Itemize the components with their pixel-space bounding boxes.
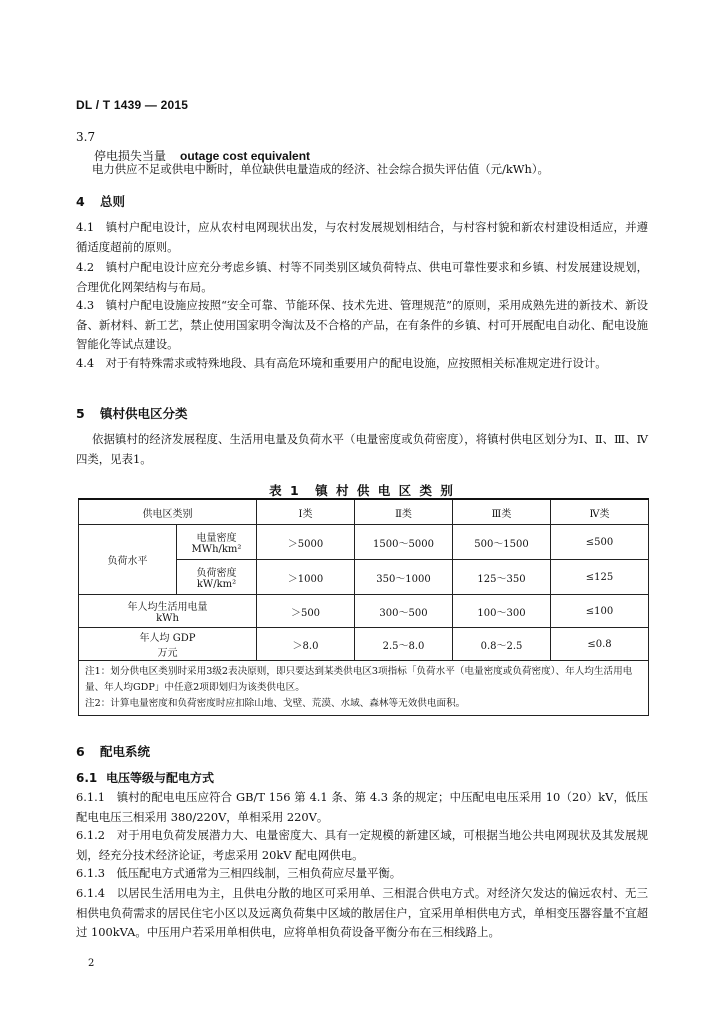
table-cell: 300～500 — [355, 595, 453, 628]
section-number: 5 — [76, 406, 85, 421]
section-title: 配电系统 — [100, 744, 151, 759]
table-header-cell: Ⅰ类 — [257, 499, 355, 525]
table-note-1: 注1：划分供电区类别时采用3级2表决原则，即只要达到某类供电区3项指标「负荷水平（电量密度或负荷密度）、年人均生活用电量、年人均GDP」中任意2项即划归为该类供电区。 — [85, 666, 633, 693]
row-label — [79, 595, 257, 628]
paragraph-4-4: 4.4 对于有特殊需求或特殊地段、具有高危环境和重要用户的配电设施，应按照相关标准规定进行设计。 — [76, 356, 607, 370]
paragraph-6-1-2: 6.1.2 对于用电负荷发展潜力大、电量密度大、具有一定规模的新建区域，可根据当地公共电网现状及其发展规划，经充分技术经济论证，考虑采用 20kV 配电网供电。 — [76, 828, 648, 862]
table-cell: ≤500 — [551, 525, 649, 560]
table-cell: ≤100 — [551, 595, 649, 628]
table-cell: ≤125 — [551, 560, 649, 595]
table-header-cell: Ⅲ类 — [453, 499, 551, 525]
supply-area-table — [78, 498, 649, 716]
table-row — [79, 595, 649, 628]
section-title: 总则 — [100, 194, 126, 209]
row-label-unit: MWh/km² — [191, 544, 242, 555]
subsection-number: 6.1 — [76, 771, 98, 785]
row-label — [79, 628, 257, 661]
section-title: 镇村供电区分类 — [100, 406, 188, 421]
section-number: 4 — [76, 194, 85, 209]
row-label — [177, 525, 257, 560]
row-label-unit: kW/km² — [196, 579, 237, 590]
group-label: 负荷水平 — [79, 525, 177, 595]
subsection-heading-6-1 — [76, 769, 214, 786]
paragraph-4-3: 4.3 镇村户配电设施应按照“安全可靠、节能环保、技术先进、管理规范”的原则，采用成熟先进的新技术、新设备、新材料、新工艺，禁止使用国家明令淘汰及不合格的产品，在有条件的乡镇、村可开展配电自动化、配电设施智能化等试点建设。 — [76, 298, 648, 352]
table-cell: 125～350 — [453, 560, 551, 595]
paragraph-6-1-3: 6.1.3 低压配电方式通常为三相四线制，三相负荷应尽量平衡。 — [76, 866, 402, 880]
table-header-cell: Ⅱ类 — [355, 499, 453, 525]
table-caption: 表 1 镇 村 供 电 区 类 别 — [269, 483, 455, 498]
section-heading-5 — [76, 404, 188, 422]
table-cell: ＞5000 — [257, 525, 355, 560]
subsection-title: 电压等级与配电方式 — [106, 771, 215, 785]
table-cell: 100～300 — [453, 595, 551, 628]
table-cell: ＞1000 — [257, 560, 355, 595]
section-heading-4 — [76, 192, 125, 210]
row-label-unit: kWh — [156, 613, 179, 624]
section-number: 6 — [76, 744, 85, 759]
table-cell: ≤0.8 — [551, 628, 649, 661]
row-label-text: 年人均生活用电量 — [127, 602, 208, 613]
paragraph-4-2: 4.2 镇村户配电设计应充分考虑乡镇、村等不同类别区域负荷特点、供电可靠性要求和乡镇、村发展建设规划，合理优化网架结构与布局。 — [76, 260, 648, 294]
paragraph-5: 依据镇村的经济发展程度、生活用电量及负荷水平（电量密度或负荷密度），将镇村供电区划分为Ⅰ、Ⅱ、Ⅲ、Ⅳ四类，见表1。 — [76, 432, 648, 466]
paragraph-6-1-1: 6.1.1 镇村的配电电压应符合 GB/T 156 第 4.1 条、第 4.3 条的规定；中压配电电压采用 10（20）kV，低压配电电压三相采用 380/220V，单相采用 220V。 — [76, 790, 648, 824]
term-chinese: 停电损失当量 — [94, 149, 167, 163]
table-header-cell: Ⅳ类 — [551, 499, 649, 525]
row-label-text: 年人均 GDP — [139, 633, 196, 644]
term-english: outage cost equivalent — [180, 149, 311, 163]
table-note-2: 注2：计算电量密度和负荷密度时应扣除山地、戈壁、荒漠、水域、森林等无效供电面积。 — [85, 698, 466, 709]
table-row — [79, 525, 649, 560]
table-cell: ＞500 — [257, 595, 355, 628]
clause-number: 3.7 — [76, 130, 96, 144]
paragraph-6-1-4: 6.1.4 以居民生活用电为主，且供电分散的地区可采用单、三相混合供电方式。对经济欠发达的偏远农村、无三相供电负荷需求的居民住宅小区以及远离负荷集中区域的散居住户，宜采用单相供电方式，单相变压器容量不宜超过 100kVA。中压用户若采用单相供电，应将单相负荷设备平衡分布在三相线路上。 — [76, 886, 648, 940]
term-definition: 电力供应不足或供电中断时，单位缺供电量造成的经济、社会综合损失评估值（元/kWh）。 — [92, 162, 549, 176]
page-number: 2 — [88, 958, 95, 969]
table-cell: 1500～5000 — [355, 525, 453, 560]
paragraph-4-1: 4.1 镇村户配电设计，应从农村电网现状出发，与农村发展规划相结合，与村容村貌和新农村建设相适应，并遵循适度超前的原则。 — [76, 220, 648, 254]
row-label-unit: 万元 — [157, 648, 178, 659]
row-label — [177, 560, 257, 595]
row-label-text: 负荷密度 — [196, 568, 237, 579]
table-cell: 350～1000 — [355, 560, 453, 595]
table-row — [79, 628, 649, 661]
table-notes — [79, 661, 649, 716]
table-header-cell: 供电区类别 — [79, 499, 257, 525]
table-cell: 0.8～2.5 — [453, 628, 551, 661]
document-code-header: DL / T 1439 — 2015 — [76, 98, 189, 112]
table-cell: 2.5～8.0 — [355, 628, 453, 661]
row-label-text: 电量密度 — [196, 533, 237, 544]
section-heading-6 — [76, 742, 150, 760]
table-cell: ＞8.0 — [257, 628, 355, 661]
table-cell: 500～1500 — [453, 525, 551, 560]
